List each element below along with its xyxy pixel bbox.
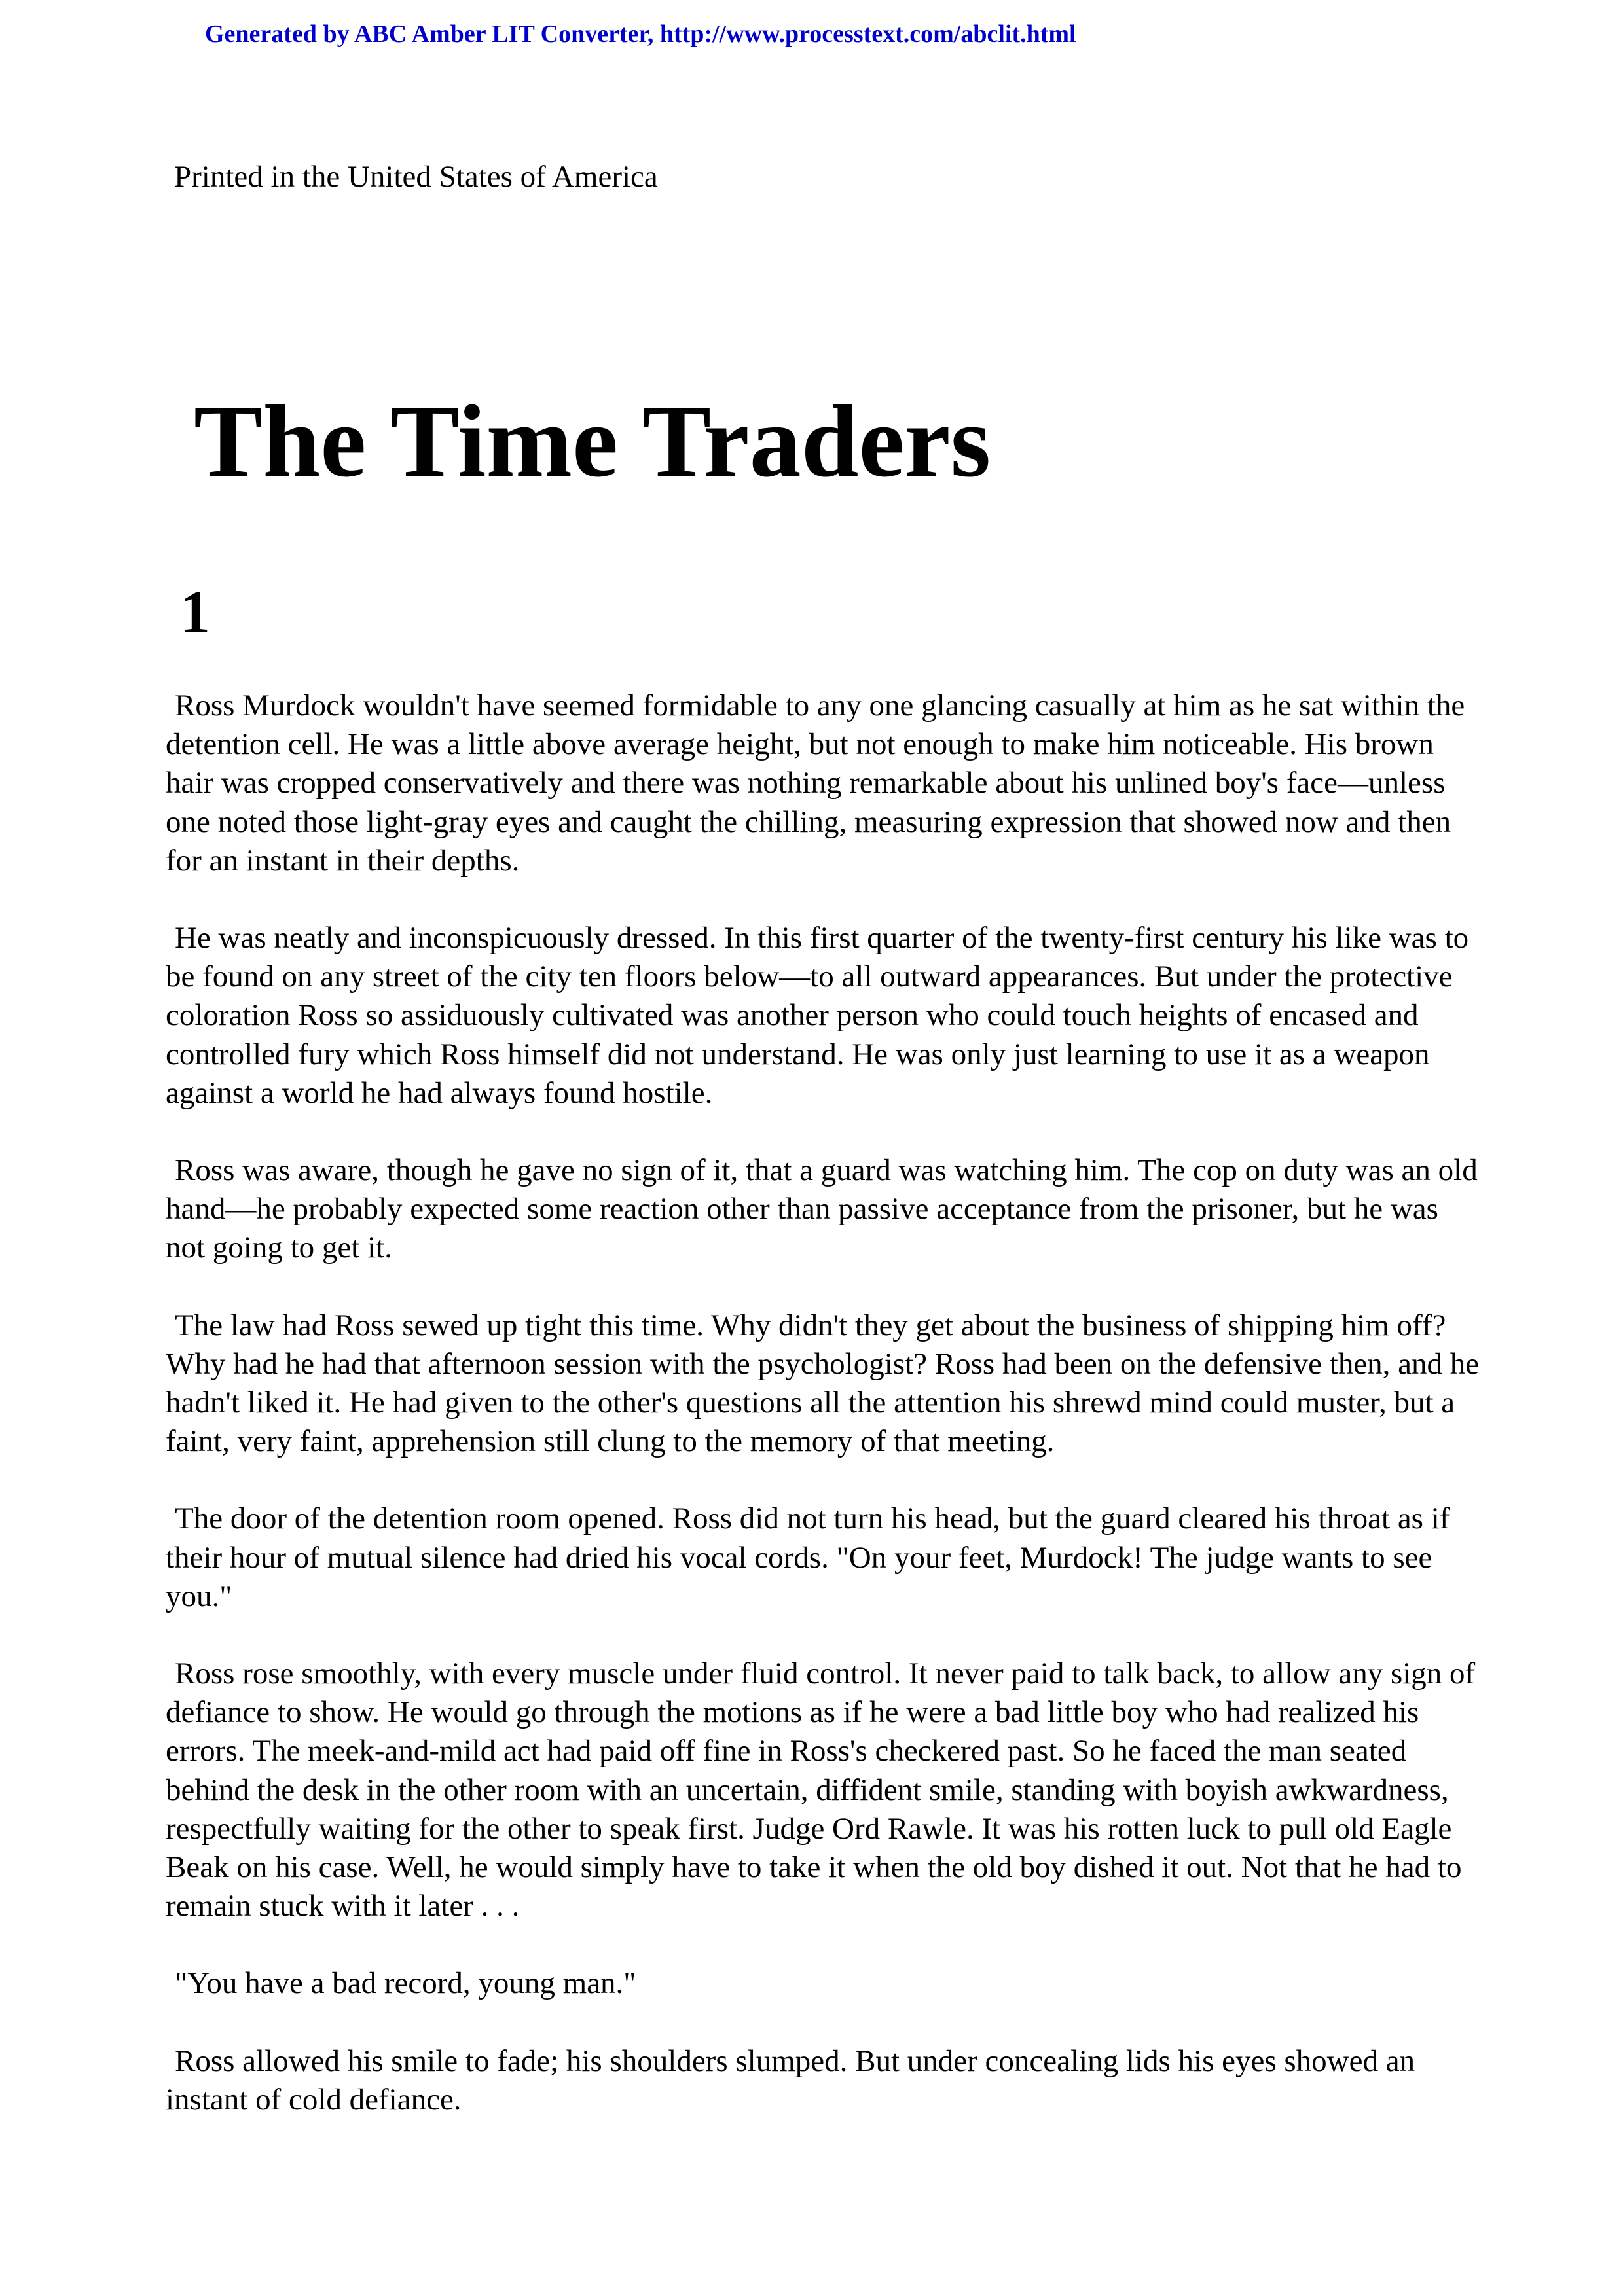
chapter-heading: 1: [180, 579, 210, 645]
chapter-body: [166, 687, 1482, 2158]
paragraph: Ross allowed his smile to fade; his shoulders slumped. But under concealing lids his eyes showed an instant of cold defiance.: [166, 2043, 1415, 2117]
paragraph: Ross was aware, though he gave no sign of it, that a guard was watching him. The cop on duty was an old hand—he probably expected some reaction other than passive acceptance from the prisoner, but he was not going to get it.: [166, 1153, 1478, 1265]
paragraph: The law had Ross sewed up tight this time. Why didn't they get about the business of shipping him off? Why had he had that afternoon session with the psychologist? Ross had been on the defensive then, and he hadn't liked it. He had given to the other's questions all the attention his shrewd mind could muster, but a faint, very faint, apprehension still clung to the memory of that meeting.: [166, 1308, 1480, 1459]
paragraph: "You have a bad record, young man.": [175, 1966, 636, 2001]
printed-in-notice: Printed in the United States of America: [174, 160, 658, 194]
paragraph: He was neatly and inconspicuously dressed. In this first quarter of the twenty-first century his like was to be found on any street of the city ten floors below—to all outward appearances. But under the protective coloration Ross so assiduously cultivated was another person who could touch heights of encased and controlled fury which Ross himself did not understand. He was only just learning to use it as a weapon against a world he had always found hostile.: [166, 921, 1469, 1110]
generator-banner: Generated by ABC Amber LIT Converter, http://www.processtext.com/abclit.html: [205, 20, 1076, 48]
paragraph: Ross rose smoothly, with every muscle under fluid control. It never paid to talk back, to allow any sign of defiance to show. He would go through the motions as if he were a bad little boy who had realized his errors. The meek-and-mild act had paid off fine in Ross's checkered past. So he faced the man seated behind the desk in the other room with an uncertain, diffident smile, standing with boyish awkwardness, respectfully waiting for the other to speak first. Judge Ord Rawle. It was his rotten luck to pull old Eagle Beak on his case. Well, he would simply have to take it when the old boy dished it out. Not that he had to remain stuck with it later . . .: [166, 1657, 1476, 1924]
paragraph: Ross Murdock wouldn't have seemed formidable to any one glancing casually at him as he sat within the detention cell. He was a little above average height, but not enough to make him noticeable. His brown hair was cropped conservatively and there was nothing remarkable about his unlined boy's face—unless one noted those light-gray eyes and caught the chilling, measuring expression that showed now and then for an instant in their depths.: [166, 689, 1465, 878]
paragraph: The door of the detention room opened. Ross did not turn his head, but the guard cleared his throat as if their hour of mutual silence had dried his vocal cords. "On your feet, Murdock! The judge wants to see you.": [166, 1501, 1450, 1613]
book-title: The Time Traders: [194, 384, 991, 499]
